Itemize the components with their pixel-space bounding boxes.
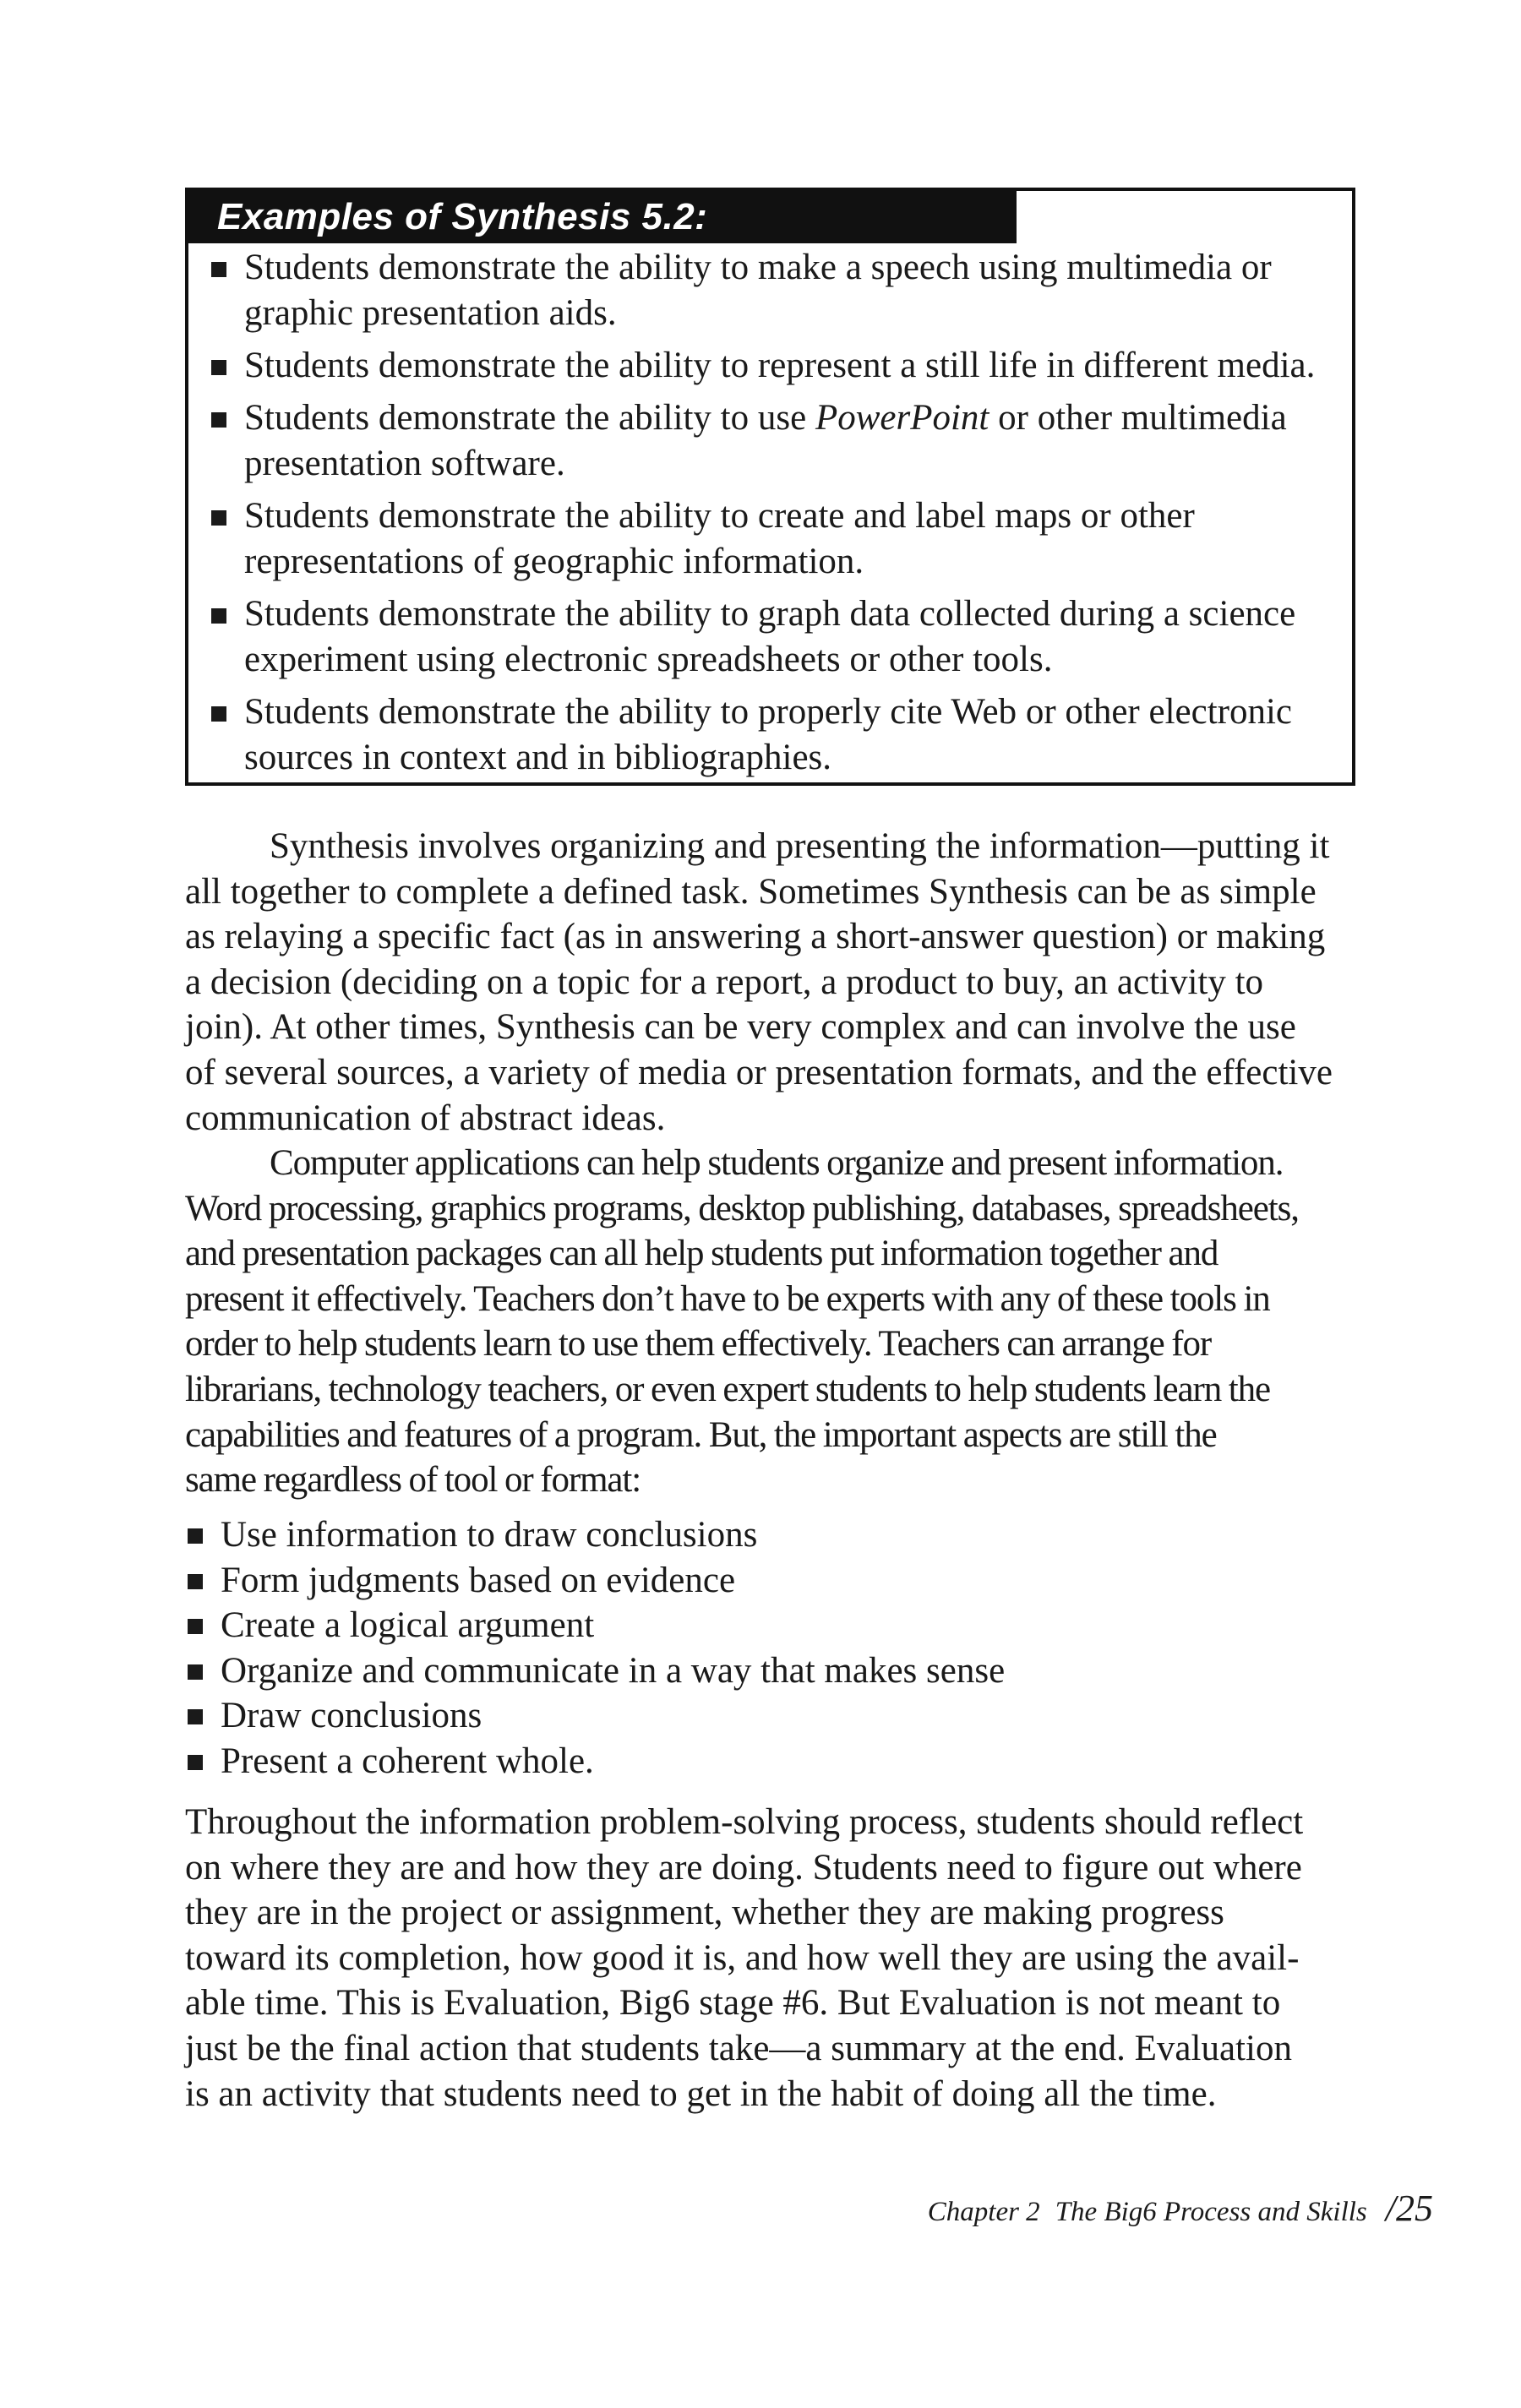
list-item: Students demonstrate the ability to create and label maps or other representations of geographic information. bbox=[209, 493, 1349, 585]
chapter-label: Chapter 2 bbox=[927, 2197, 1040, 2227]
list-item: Students demonstrate the ability to use PowerPoint or other multimedia presentation software. bbox=[209, 395, 1349, 487]
aspects-list bbox=[185, 1512, 1005, 1784]
square-bullet-icon bbox=[188, 1709, 203, 1724]
square-bullet-icon bbox=[211, 510, 226, 526]
list-item: Use information to draw conclusions bbox=[185, 1512, 1005, 1558]
list-item: Draw conclusions bbox=[185, 1693, 1005, 1739]
square-bullet-icon bbox=[211, 706, 226, 722]
paragraph-evaluation: Throughout the information problem-solving process, students should reflect on where they are and how they are doing. Students need to figure out where they are in the project or assignment, whether they are making progress toward its completion, how good it is, and how well they are using the avail- able time. This is Evaluation, Big6 stage #6. But Evaluation is not meant to just be the final action that students take—a summary at the end. Evaluation is an activity that students need to get in the habit of doing all the time. bbox=[185, 1802, 1304, 2114]
square-bullet-icon bbox=[188, 1528, 203, 1544]
page-number: /25 bbox=[1385, 2187, 1433, 2229]
chapter-title: The Big6 Process and Skills bbox=[1055, 2197, 1367, 2227]
list-item: Students demonstrate the ability to graph data collected during a science experiment using electronic spreadsheets or other tools. bbox=[209, 591, 1349, 683]
examples-box bbox=[185, 188, 1355, 786]
square-bullet-icon bbox=[211, 360, 226, 375]
square-bullet-icon bbox=[188, 1664, 203, 1680]
list-item: Students demonstrate the ability to make a speech using multimedia or graphic presentation aids. bbox=[209, 245, 1349, 336]
list-item: Organize and communicate in a way that makes sense bbox=[185, 1648, 1005, 1694]
paragraph-synthesis: Synthesis involves organizing and presenting the information—putting it all together to complete a defined task. Sometimes Synthesis can be as simple as relaying a specific fact (as in answering a short-answer question) or making a decision (deciding on a topic for a report, a product to buy, an activity to join). At other times, Synthesis can be very complex and can involve the use of several sources, a variety of media or presentation formats, and the effective communication of abstract ideas. bbox=[185, 826, 1333, 1138]
paragraph-computer-applications: Computer applications can help students organize and present information. Word processing, graphics programs, desktop publishing, databases, spreadsheets, and presentation packages can all help students put information together and present it effectively. Teachers don’t have to be experts with any of these tools in order to help students learn to use them effectively. Teachers can arrange for librarians, technology teachers, or even expert students to help students learn the capabilities and features of a program. But, the important aspects are still the same regardless of tool or format: bbox=[185, 1143, 1299, 1501]
square-bullet-icon bbox=[188, 1755, 203, 1770]
list-item: Present a coherent whole. bbox=[185, 1739, 1005, 1784]
list-item: Students demonstrate the ability to represent a still life in different media. bbox=[209, 343, 1349, 389]
page-footer bbox=[928, 2187, 1433, 2230]
list-item: Students demonstrate the ability to properly cite Web or other electronic sources in context and in bibliographies. bbox=[209, 689, 1349, 781]
list-item: Form judgments based on evidence bbox=[185, 1558, 1005, 1604]
square-bullet-icon bbox=[211, 412, 226, 428]
list-item: Create a logical argument bbox=[185, 1603, 1005, 1648]
examples-list bbox=[209, 245, 1349, 787]
square-bullet-icon bbox=[188, 1619, 203, 1634]
square-bullet-icon bbox=[211, 608, 226, 624]
examples-title: Examples of Synthesis 5.2: bbox=[188, 191, 1017, 243]
square-bullet-icon bbox=[211, 262, 226, 277]
square-bullet-icon bbox=[188, 1574, 203, 1589]
